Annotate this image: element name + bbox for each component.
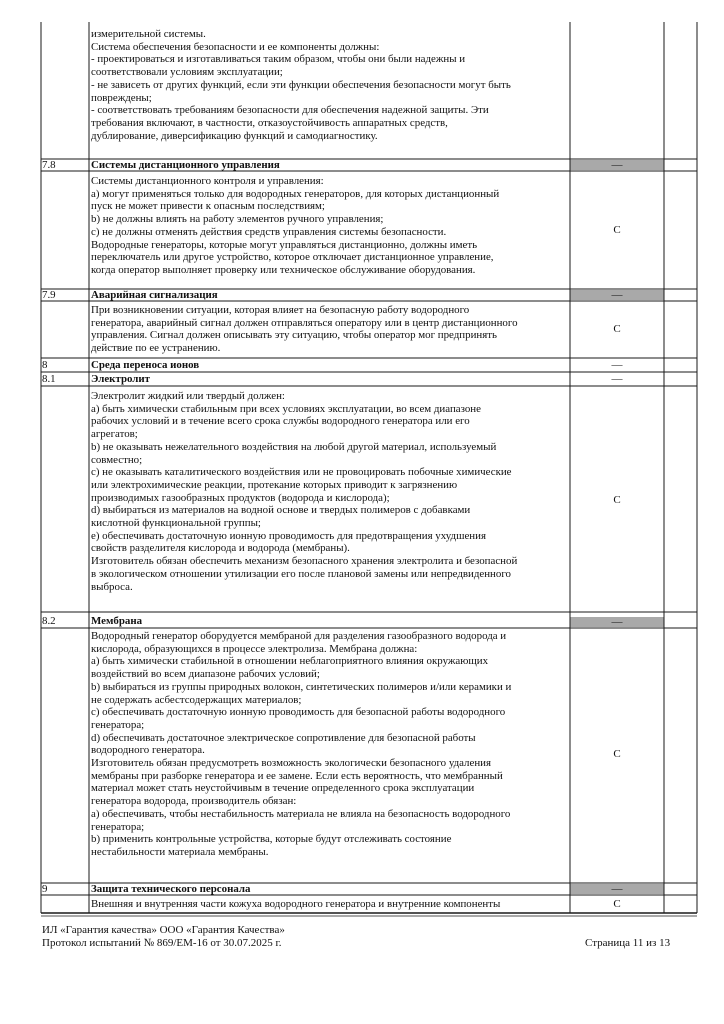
text-line: b) применить контрольные устройства, которые будут отслеживать состояние: [91, 833, 452, 846]
status-value: —: [611, 289, 623, 301]
text-line: При возникновении ситуации, которая влияет на безопасную работу водородного: [91, 304, 470, 316]
section-text: [91, 304, 518, 355]
text-line: генератора водорода, производитель обязан:: [91, 795, 297, 808]
text-line: а) обеспечивать, чтобы нестабильность материала не влияла на безопасность водородного: [91, 807, 511, 820]
text-line: а) могут применяться только для водородных генераторов, для которых дистанционный: [91, 187, 500, 200]
section-title: Системы дистанционного управления: [91, 159, 280, 171]
text-line: а) быть химически стабильной в отношении неблагоприятного влияния окружающих: [91, 655, 489, 668]
section-number: 7.9: [42, 289, 56, 301]
text-line: мембраны при разборке генератора и ее замене. Если есть вероятность, что мембранный: [91, 769, 503, 782]
section-text: [91, 390, 517, 593]
section-text: [91, 898, 500, 911]
text-line: когда оператор выполняет проверку или техническое обслуживание оборудования.: [91, 263, 476, 276]
text-line: действие по ее устранению.: [91, 342, 221, 355]
status-value: —: [611, 616, 623, 628]
section-text-continued: [91, 28, 511, 142]
result-value: С: [613, 323, 621, 335]
text-line: материал может стать неустойчивым в течение определенного срока эксплуатации: [91, 782, 475, 795]
section-number: 8: [42, 359, 48, 371]
text-line: выброса.: [91, 580, 133, 593]
text-line: требования включают, в частности, отказоустойчивость аппаратных средств,: [91, 116, 448, 129]
text-line: Система обеспечения безопасности и ее компоненты должны:: [91, 40, 380, 53]
result-value: С: [613, 898, 621, 910]
text-line: генератора;: [91, 820, 145, 833]
text-line: соответствовали условиям эксплуатации;: [91, 66, 283, 79]
text-line: рабочих условий и в течение всего срока службы водородного генератора или его: [91, 415, 470, 428]
section-text: [91, 630, 511, 859]
text-line: или электрохимические реакции, протекание которых приводит к загрязнению: [91, 478, 458, 491]
text-line: - проектироваться и изготавливаться таким образом, чтобы они были надежны и: [91, 53, 466, 66]
footer-page-number: Страница 11 из 13: [585, 937, 671, 949]
text-line: d) выбираться из материалов на водной основе и твердых полимеров с добавками: [91, 504, 471, 517]
text-line: воздействий во всем диапазоне рабочих условий;: [91, 668, 320, 681]
text-line: b) не должны влиять на работу элементов ручного управления;: [91, 213, 384, 226]
text-line: агрегатов;: [91, 428, 138, 441]
text-line: кислорода, образующихся в процессе электролиза. Мембрана должна:: [91, 642, 418, 655]
text-line: d) обеспечивать достаточное электрическое сопротивление для безопасной работы: [91, 731, 476, 744]
text-line: измерительной системы.: [91, 28, 206, 40]
text-line: Изготовитель обязан обеспечить механизм безопасного хранения электролита и безопасной: [91, 555, 518, 568]
text-line: свойств разделителя кислорода и водорода (мембраны).: [91, 542, 350, 555]
section-title: Защита технического персонала: [91, 883, 251, 895]
section-number: 8.1: [42, 373, 56, 385]
text-line: c) обеспечивать достаточную ионную проводимость для безопасной работы водородного: [91, 706, 506, 719]
section-number: 8.2: [42, 615, 56, 627]
section-title: Мембрана: [91, 615, 143, 627]
status-value: —: [611, 373, 623, 385]
status-value: —: [611, 883, 623, 895]
text-line: Системы дистанционного контроля и управления:: [91, 175, 324, 187]
section-number: 9: [42, 883, 48, 895]
section-text: [91, 175, 499, 277]
text-line: Водородные генераторы, которые могут управляться дистанционно, должны иметь: [91, 238, 478, 251]
text-line: не содержать асбестсодержащих материалов;: [91, 693, 302, 706]
text-line: а) быть химически стабильным при всех условиях эксплуатации, во всем диапазоне: [91, 402, 481, 415]
text-line: - соответствовать требованиям безопасности для обеспечения надежной защиты. Эти: [91, 104, 489, 117]
text-line: генератора, аварийный сигнал должен отправляться оператору или в центр дистанционного: [91, 316, 518, 329]
text-line: совместно;: [91, 453, 143, 466]
section-title: Среда переноса ионов: [91, 359, 200, 371]
result-value: С: [613, 748, 621, 760]
result-value: С: [613, 224, 621, 236]
text-line: Внешняя и внутренняя части кожуха водородного генератора и внутренние компоненты: [91, 898, 501, 910]
text-line: Изготовитель обязан предусмотреть возможность экологически безопасного удаления: [91, 757, 491, 770]
text-line: b) не оказывать нежелательного воздействия на любой другой материал, используемый: [91, 440, 497, 453]
text-line: нестабильности материала мембраны.: [91, 845, 269, 858]
text-line: переключатель или другое устройство, которое отключает дистанционное управление,: [91, 251, 494, 264]
result-value: С: [613, 494, 621, 506]
status-value: —: [611, 359, 623, 371]
status-value: —: [611, 159, 623, 171]
text-line: повреждены;: [91, 91, 152, 104]
text-line: Водородный генератор оборудуется мембраной для разделения газообразного водорода и: [91, 630, 507, 642]
text-line: управления. Сигнал должен описывать эту ситуацию, чтобы оператор мог предпринять: [91, 329, 497, 342]
text-line: кислотной функциональной группы;: [91, 517, 261, 530]
text-line: генератора;: [91, 718, 145, 731]
section-title: Аварийная сигнализация: [91, 289, 218, 301]
text-line: c) не оказывать каталитического воздействия или не провоцировать побочные химические: [91, 466, 512, 479]
text-line: e) обеспечивать достаточную ионную проводимость для предотвращения ухудшения: [91, 529, 486, 542]
text-line: дублирование, диверсификацию функций и самодиагностику.: [91, 129, 378, 142]
text-line: Электролит жидкий или твердый должен:: [91, 390, 285, 402]
text-line: c) не должны отменять действия средств управления системы безопасности.: [91, 225, 447, 238]
text-line: производимых газообразных продуктов (водорода и кислорода);: [91, 491, 390, 504]
text-line: b) выбираться из группы природных волокон, синтетических полимеров и/или керамики и: [91, 680, 512, 693]
text-line: - не зависеть от других функций, если эти функции обеспечения безопасности могут быть: [91, 78, 511, 91]
text-line: пуск не может привести к опасным последствиям;: [91, 200, 325, 213]
footer-lab-name: ИЛ «Гарантия качества» ООО «Гарантия Качества»: [42, 924, 285, 936]
section-title: Электролит: [91, 373, 151, 385]
text-line: в экологическом отношении утилизации его после плановой замены или непредвиденного: [91, 567, 511, 580]
footer-protocol: Протокол испытаний № 869/ЕМ-16 от 30.07.2025 г.: [42, 937, 282, 949]
text-line: водородного генератора.: [91, 744, 205, 757]
section-number: 7.8: [42, 159, 56, 171]
